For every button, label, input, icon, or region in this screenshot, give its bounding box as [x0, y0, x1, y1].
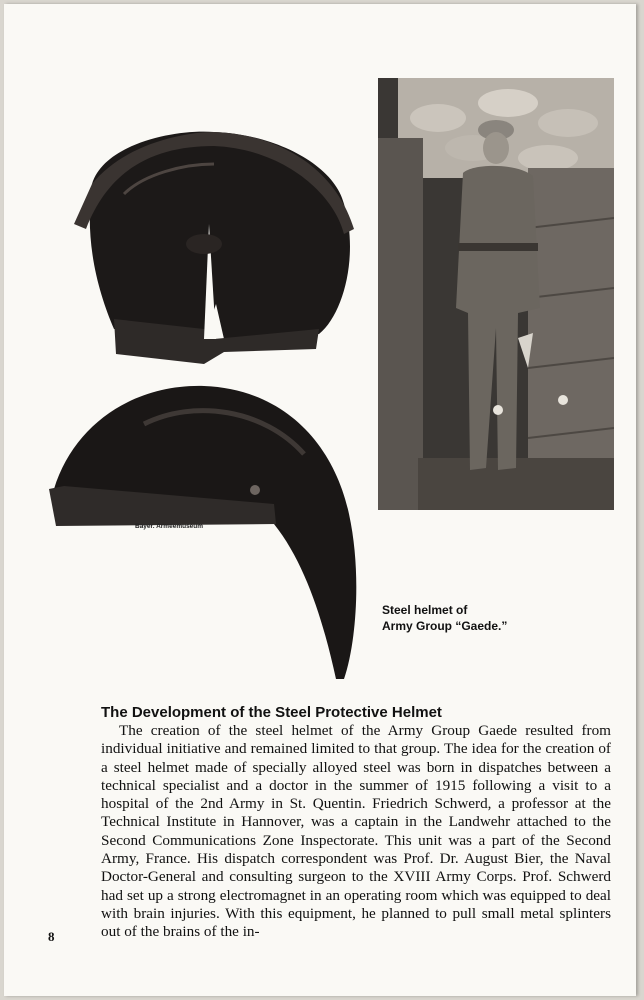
body-paragraph: The creation of the steel helmet of the Army Group Gaede resulted from individual initiative and remained limited to that group. The idea for the creation of a steel helmet made of specially alloyed steel was born in dispatches between a technical specialist and a doctor in the summer of 1915 following a visit to a hospital of the 2nd Army in St. Quentin. Friedrich Schwerd, a professor at the Technical Institute in Hannover, was a captain in the Landwehr attached to the Second Communications Zone Inspectorate. This unit was a part of the Second Army, France. His dispatch correspondent was Prof. Dr. August Bier, the Naval Doctor-General and consulting surgeon to the XVIII Army Corps. Prof. Schwerd had set up a strong electromagnet in an operating room which was equipped to deal with brain injuries. With this equipment, he planned to pull small metal splinters out of the brains of the in- — [101, 722, 611, 941]
helmet-front-view — [74, 132, 354, 364]
museum-credit: Bayer. Armeemuseum — [135, 523, 204, 530]
page-number: 8 — [48, 929, 55, 944]
helmet-caption — [382, 602, 562, 634]
section-heading: The Development of the Steel Protective Helmet — [101, 704, 442, 721]
helmet-caption-line-2: Army Group “Gaede.” — [382, 619, 508, 633]
photo-illustration — [378, 78, 614, 510]
helmet-caption-line-1: Steel helmet of — [382, 603, 468, 617]
helmet-side-view — [49, 386, 356, 679]
book-page — [4, 4, 636, 996]
helmet-photographs — [44, 124, 374, 694]
soldier-trench-photograph — [378, 78, 614, 510]
